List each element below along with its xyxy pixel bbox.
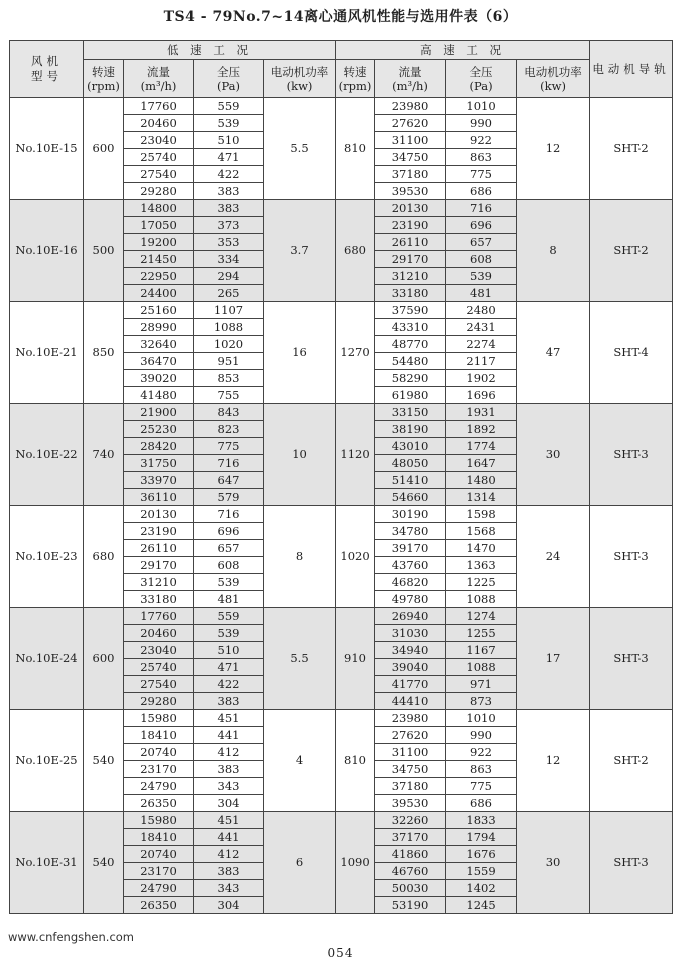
low-pressure-cell: 343 [194, 880, 264, 897]
header-model: 风机 型号 [10, 41, 84, 98]
low-flow-cell: 20130 [124, 506, 194, 523]
low-pressure-cell: 412 [194, 846, 264, 863]
low-flow-cell: 21450 [124, 251, 194, 268]
high-flow-cell: 37180 [375, 778, 446, 795]
low-flow-cell: 25740 [124, 149, 194, 166]
high-power-cell: 30 [517, 812, 590, 914]
low-pressure-cell: 696 [194, 523, 264, 540]
high-flow-cell: 39530 [375, 183, 446, 200]
high-flow-cell: 38190 [375, 421, 446, 438]
table-row [10, 302, 673, 319]
low-pressure-cell: 775 [194, 438, 264, 455]
high-pressure-cell: 1010 [446, 98, 517, 115]
header-low-flow: 流量 (m³/h) [124, 60, 194, 98]
high-pressure-cell: 971 [446, 676, 517, 693]
low-speed-cell: 540 [84, 812, 124, 914]
low-pressure-cell: 539 [194, 625, 264, 642]
low-pressure-cell: 559 [194, 98, 264, 115]
low-pressure-cell: 265 [194, 285, 264, 302]
high-flow-cell: 58290 [375, 370, 446, 387]
high-flow-cell: 53190 [375, 897, 446, 914]
low-pressure-cell: 471 [194, 659, 264, 676]
high-pressure-cell: 2480 [446, 302, 517, 319]
high-flow-cell: 23190 [375, 217, 446, 234]
low-pressure-cell: 510 [194, 642, 264, 659]
low-flow-cell: 20460 [124, 115, 194, 132]
high-speed-cell: 810 [336, 98, 375, 200]
page-number: 054 [327, 946, 354, 960]
high-pressure-cell: 1559 [446, 863, 517, 880]
table-row [10, 812, 673, 829]
website-url: www.cnfengshen.com [8, 930, 135, 944]
high-flow-cell: 43310 [375, 319, 446, 336]
high-flow-cell: 50030 [375, 880, 446, 897]
high-speed-cell: 1120 [336, 404, 375, 506]
high-flow-cell: 39170 [375, 540, 446, 557]
model-cell: No.10E-15 [10, 98, 84, 200]
low-flow-cell: 20460 [124, 625, 194, 642]
table-row [10, 200, 673, 217]
model-cell: No.10E-23 [10, 506, 84, 608]
high-flow-cell: 33180 [375, 285, 446, 302]
low-flow-cell: 33970 [124, 472, 194, 489]
high-flow-cell: 46760 [375, 863, 446, 880]
low-power-cell: 6 [264, 812, 336, 914]
low-pressure-cell: 647 [194, 472, 264, 489]
high-pressure-cell: 2431 [446, 319, 517, 336]
low-speed-cell: 500 [84, 200, 124, 302]
high-pressure-cell: 1568 [446, 523, 517, 540]
low-pressure-cell: 539 [194, 115, 264, 132]
low-pressure-cell: 422 [194, 676, 264, 693]
low-flow-cell: 25740 [124, 659, 194, 676]
high-power-cell: 12 [517, 710, 590, 812]
low-flow-cell: 31210 [124, 574, 194, 591]
high-flow-cell: 31030 [375, 625, 446, 642]
high-pressure-cell: 863 [446, 761, 517, 778]
low-flow-cell: 33180 [124, 591, 194, 608]
low-flow-cell: 24400 [124, 285, 194, 302]
high-flow-cell: 30190 [375, 506, 446, 523]
low-flow-cell: 27540 [124, 676, 194, 693]
header-high-speed: 转速 (rpm) [336, 60, 375, 98]
low-pressure-cell: 451 [194, 812, 264, 829]
motor-rail-cell: SHT-2 [590, 200, 673, 302]
low-speed-cell: 680 [84, 506, 124, 608]
motor-rail-cell: SHT-3 [590, 608, 673, 710]
model-cell: No.10E-16 [10, 200, 84, 302]
low-pressure-cell: 343 [194, 778, 264, 795]
high-speed-cell: 1090 [336, 812, 375, 914]
header-low-power: 电动机功率 (kw) [264, 60, 336, 98]
high-pressure-cell: 1225 [446, 574, 517, 591]
low-flow-cell: 39020 [124, 370, 194, 387]
fan-performance-table [9, 40, 673, 914]
low-flow-cell: 17760 [124, 608, 194, 625]
high-pressure-cell: 1314 [446, 489, 517, 506]
low-pressure-cell: 755 [194, 387, 264, 404]
header-high-pressure: 全压 (Pa) [446, 60, 517, 98]
high-flow-cell: 23980 [375, 710, 446, 727]
high-flow-cell: 61980 [375, 387, 446, 404]
low-pressure-cell: 1020 [194, 336, 264, 353]
low-pressure-cell: 441 [194, 829, 264, 846]
model-cell: No.10E-24 [10, 608, 84, 710]
high-pressure-cell: 775 [446, 166, 517, 183]
low-pressure-cell: 657 [194, 540, 264, 557]
model-group [10, 608, 673, 710]
low-flow-cell: 19200 [124, 234, 194, 251]
high-pressure-cell: 696 [446, 217, 517, 234]
low-pressure-cell: 383 [194, 863, 264, 880]
high-flow-cell: 31100 [375, 744, 446, 761]
low-flow-cell: 18410 [124, 829, 194, 846]
low-flow-cell: 23170 [124, 863, 194, 880]
table-row [10, 506, 673, 523]
low-flow-cell: 17050 [124, 217, 194, 234]
low-pressure-cell: 383 [194, 183, 264, 200]
low-flow-cell: 15980 [124, 812, 194, 829]
high-pressure-cell: 1480 [446, 472, 517, 489]
model-group [10, 200, 673, 302]
high-flow-cell: 37590 [375, 302, 446, 319]
high-flow-cell: 33150 [375, 404, 446, 421]
low-pressure-cell: 1107 [194, 302, 264, 319]
high-flow-cell: 49780 [375, 591, 446, 608]
low-pressure-cell: 481 [194, 591, 264, 608]
low-flow-cell: 29280 [124, 183, 194, 200]
low-pressure-cell: 510 [194, 132, 264, 149]
low-pressure-cell: 539 [194, 574, 264, 591]
high-pressure-cell: 1363 [446, 557, 517, 574]
low-power-cell: 5.5 [264, 98, 336, 200]
low-pressure-cell: 353 [194, 234, 264, 251]
motor-rail-cell: SHT-3 [590, 506, 673, 608]
header-low-speed: 转速 (rpm) [84, 60, 124, 98]
low-flow-cell: 20740 [124, 744, 194, 761]
low-flow-cell: 26110 [124, 540, 194, 557]
low-flow-cell: 36470 [124, 353, 194, 370]
high-pressure-cell: 1902 [446, 370, 517, 387]
motor-rail-cell: SHT-4 [590, 302, 673, 404]
low-pressure-cell: 334 [194, 251, 264, 268]
header-high-power: 电动机功率 (kw) [517, 60, 590, 98]
high-pressure-cell: 1892 [446, 421, 517, 438]
high-flow-cell: 34940 [375, 642, 446, 659]
high-flow-cell: 37170 [375, 829, 446, 846]
low-power-cell: 10 [264, 404, 336, 506]
high-flow-cell: 31100 [375, 132, 446, 149]
header-high-flow: 流量 (m³/h) [375, 60, 446, 98]
high-pressure-cell: 716 [446, 200, 517, 217]
high-pressure-cell: 2274 [446, 336, 517, 353]
high-pressure-cell: 863 [446, 149, 517, 166]
low-speed-cell: 740 [84, 404, 124, 506]
high-pressure-cell: 1676 [446, 846, 517, 863]
model-cell: No.10E-21 [10, 302, 84, 404]
low-power-cell: 16 [264, 302, 336, 404]
table-row [10, 98, 673, 115]
model-group [10, 98, 673, 200]
high-flow-cell: 34780 [375, 523, 446, 540]
low-speed-cell: 540 [84, 710, 124, 812]
low-flow-cell: 29280 [124, 693, 194, 710]
model-group [10, 302, 673, 404]
table-row [10, 710, 673, 727]
low-pressure-cell: 412 [194, 744, 264, 761]
header-motor-rail: 电动机导轨 [590, 41, 673, 98]
high-pressure-cell: 686 [446, 183, 517, 200]
low-pressure-cell: 716 [194, 506, 264, 523]
high-flow-cell: 32260 [375, 812, 446, 829]
high-pressure-cell: 1088 [446, 659, 517, 676]
high-pressure-cell: 1598 [446, 506, 517, 523]
low-flow-cell: 24790 [124, 880, 194, 897]
model-group [10, 710, 673, 812]
high-pressure-cell: 990 [446, 115, 517, 132]
high-power-cell: 30 [517, 404, 590, 506]
low-flow-cell: 31750 [124, 455, 194, 472]
low-pressure-cell: 471 [194, 149, 264, 166]
high-speed-cell: 1020 [336, 506, 375, 608]
model-cell: No.10E-31 [10, 812, 84, 914]
low-power-cell: 8 [264, 506, 336, 608]
high-flow-cell: 39040 [375, 659, 446, 676]
low-flow-cell: 26350 [124, 795, 194, 812]
low-flow-cell: 23040 [124, 132, 194, 149]
low-flow-cell: 24790 [124, 778, 194, 795]
high-pressure-cell: 1931 [446, 404, 517, 421]
low-pressure-cell: 304 [194, 795, 264, 812]
low-pressure-cell: 579 [194, 489, 264, 506]
high-flow-cell: 27620 [375, 115, 446, 132]
low-flow-cell: 25160 [124, 302, 194, 319]
motor-rail-cell: SHT-2 [590, 710, 673, 812]
high-flow-cell: 39530 [375, 795, 446, 812]
low-power-cell: 3.7 [264, 200, 336, 302]
high-pressure-cell: 922 [446, 744, 517, 761]
high-flow-cell: 34750 [375, 149, 446, 166]
low-speed-cell: 600 [84, 98, 124, 200]
model-cell: No.10E-25 [10, 710, 84, 812]
high-power-cell: 12 [517, 98, 590, 200]
high-speed-cell: 1270 [336, 302, 375, 404]
high-power-cell: 24 [517, 506, 590, 608]
high-flow-cell: 43760 [375, 557, 446, 574]
low-flow-cell: 26350 [124, 897, 194, 914]
high-flow-cell: 34750 [375, 761, 446, 778]
high-flow-cell: 26110 [375, 234, 446, 251]
high-pressure-cell: 686 [446, 795, 517, 812]
low-pressure-cell: 304 [194, 897, 264, 914]
high-pressure-cell: 1402 [446, 880, 517, 897]
low-flow-cell: 15980 [124, 710, 194, 727]
high-power-cell: 17 [517, 608, 590, 710]
low-pressure-cell: 383 [194, 761, 264, 778]
high-pressure-cell: 1696 [446, 387, 517, 404]
low-pressure-cell: 716 [194, 455, 264, 472]
low-flow-cell: 14800 [124, 200, 194, 217]
low-pressure-cell: 951 [194, 353, 264, 370]
high-flow-cell: 43010 [375, 438, 446, 455]
motor-rail-cell: SHT-3 [590, 812, 673, 914]
high-pressure-cell: 481 [446, 285, 517, 302]
high-power-cell: 47 [517, 302, 590, 404]
high-speed-cell: 680 [336, 200, 375, 302]
low-pressure-cell: 451 [194, 710, 264, 727]
model-group [10, 812, 673, 914]
high-pressure-cell: 657 [446, 234, 517, 251]
high-pressure-cell: 873 [446, 693, 517, 710]
low-power-cell: 4 [264, 710, 336, 812]
high-flow-cell: 26940 [375, 608, 446, 625]
page-title: TS4 - 79No.7~14离心通风机性能与选用件表（6） [163, 9, 518, 25]
table-row [10, 404, 673, 421]
high-pressure-cell: 1255 [446, 625, 517, 642]
low-flow-cell: 41480 [124, 387, 194, 404]
motor-rail-cell: SHT-2 [590, 98, 673, 200]
high-pressure-cell: 1088 [446, 591, 517, 608]
low-flow-cell: 28990 [124, 319, 194, 336]
model-cell: No.10E-22 [10, 404, 84, 506]
header-low-speed-group: 低 速 工 况 [84, 41, 336, 60]
low-flow-cell: 36110 [124, 489, 194, 506]
low-pressure-cell: 373 [194, 217, 264, 234]
low-pressure-cell: 422 [194, 166, 264, 183]
low-flow-cell: 22950 [124, 268, 194, 285]
low-flow-cell: 32640 [124, 336, 194, 353]
high-flow-cell: 20130 [375, 200, 446, 217]
low-pressure-cell: 441 [194, 727, 264, 744]
low-pressure-cell: 294 [194, 268, 264, 285]
low-flow-cell: 28420 [124, 438, 194, 455]
high-flow-cell: 37180 [375, 166, 446, 183]
low-flow-cell: 21900 [124, 404, 194, 421]
low-pressure-cell: 608 [194, 557, 264, 574]
high-flow-cell: 27620 [375, 727, 446, 744]
model-group [10, 404, 673, 506]
high-flow-cell: 54660 [375, 489, 446, 506]
high-power-cell: 8 [517, 200, 590, 302]
motor-rail-cell: SHT-3 [590, 404, 673, 506]
high-flow-cell: 23980 [375, 98, 446, 115]
low-pressure-cell: 1088 [194, 319, 264, 336]
low-pressure-cell: 383 [194, 693, 264, 710]
low-flow-cell: 23170 [124, 761, 194, 778]
low-power-cell: 5.5 [264, 608, 336, 710]
high-speed-cell: 810 [336, 710, 375, 812]
high-flow-cell: 48050 [375, 455, 446, 472]
high-flow-cell: 51410 [375, 472, 446, 489]
high-pressure-cell: 1274 [446, 608, 517, 625]
header-low-pressure: 全压 (Pa) [194, 60, 264, 98]
header-high-speed-group: 高 速 工 况 [336, 41, 590, 60]
high-pressure-cell: 2117 [446, 353, 517, 370]
low-pressure-cell: 843 [194, 404, 264, 421]
high-flow-cell: 54480 [375, 353, 446, 370]
high-pressure-cell: 1774 [446, 438, 517, 455]
high-flow-cell: 46820 [375, 574, 446, 591]
high-pressure-cell: 1010 [446, 710, 517, 727]
low-flow-cell: 20740 [124, 846, 194, 863]
high-pressure-cell: 775 [446, 778, 517, 795]
low-pressure-cell: 823 [194, 421, 264, 438]
high-pressure-cell: 1794 [446, 829, 517, 846]
high-speed-cell: 910 [336, 608, 375, 710]
low-flow-cell: 27540 [124, 166, 194, 183]
high-pressure-cell: 608 [446, 251, 517, 268]
low-flow-cell: 29170 [124, 557, 194, 574]
high-pressure-cell: 1245 [446, 897, 517, 914]
table-row [10, 608, 673, 625]
model-group [10, 506, 673, 608]
high-pressure-cell: 922 [446, 132, 517, 149]
low-pressure-cell: 559 [194, 608, 264, 625]
high-pressure-cell: 1470 [446, 540, 517, 557]
high-flow-cell: 48770 [375, 336, 446, 353]
high-pressure-cell: 990 [446, 727, 517, 744]
high-flow-cell: 31210 [375, 268, 446, 285]
high-pressure-cell: 539 [446, 268, 517, 285]
high-flow-cell: 41860 [375, 846, 446, 863]
low-pressure-cell: 383 [194, 200, 264, 217]
low-speed-cell: 850 [84, 302, 124, 404]
high-flow-cell: 29170 [375, 251, 446, 268]
high-pressure-cell: 1833 [446, 812, 517, 829]
low-flow-cell: 18410 [124, 727, 194, 744]
high-flow-cell: 44410 [375, 693, 446, 710]
low-flow-cell: 23190 [124, 523, 194, 540]
high-pressure-cell: 1647 [446, 455, 517, 472]
low-flow-cell: 25230 [124, 421, 194, 438]
low-speed-cell: 600 [84, 608, 124, 710]
high-pressure-cell: 1167 [446, 642, 517, 659]
low-pressure-cell: 853 [194, 370, 264, 387]
low-flow-cell: 17760 [124, 98, 194, 115]
low-flow-cell: 23040 [124, 642, 194, 659]
high-flow-cell: 41770 [375, 676, 446, 693]
